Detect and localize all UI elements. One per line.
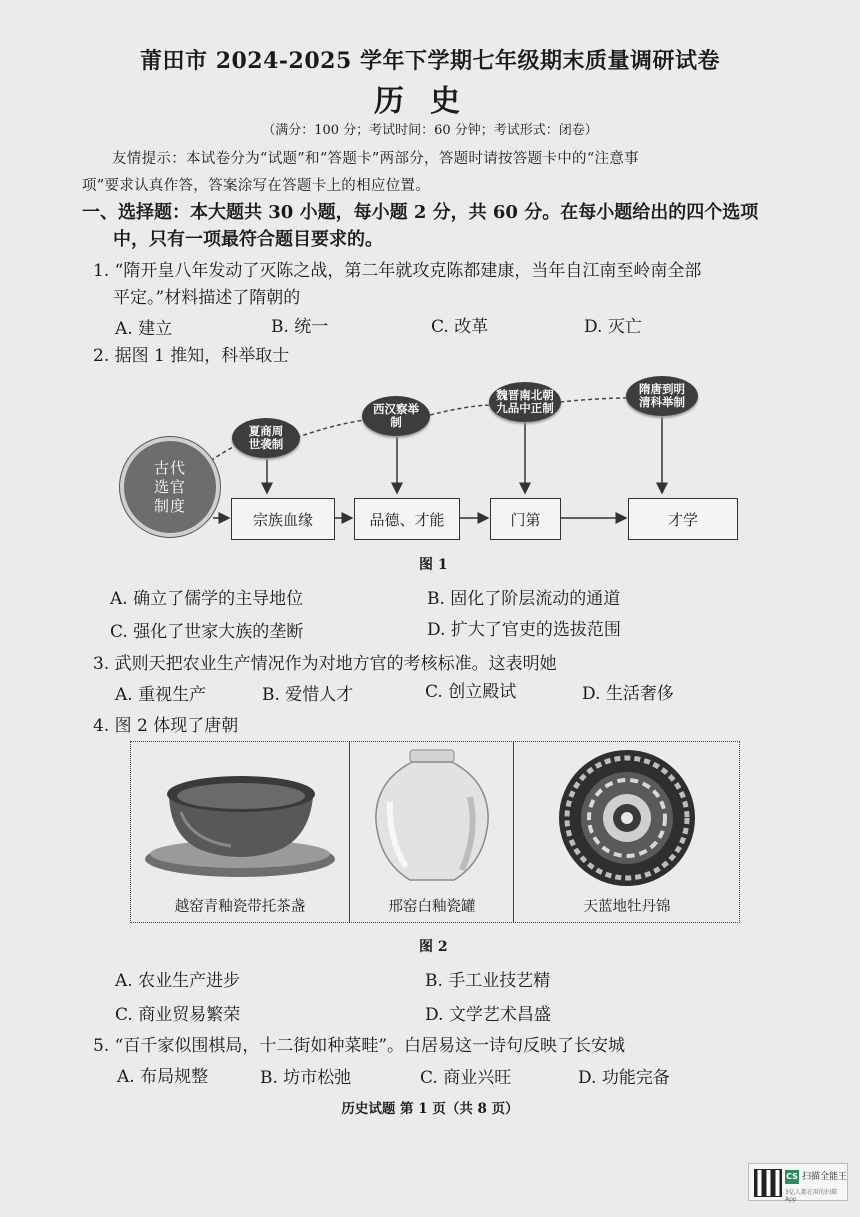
- figure-1-criterion-4: 才学: [628, 498, 738, 540]
- question-2-option-b: B. 固化了阶层流动的通道: [427, 589, 621, 609]
- question-4-option-a: A. 农业生产进步: [115, 971, 241, 991]
- question-1-stem: 1. “隋开皇八年发动了灭陈之战，第二年就攻克陈都建康，当年自江南至岭南全部: [93, 261, 702, 281]
- watermark-brand: 扫描全能王: [802, 1172, 848, 1182]
- tea-bowl-image: [131, 742, 349, 892]
- figure-1-stage-4-label: 隋唐到明清科举制: [639, 382, 685, 409]
- question-4-option-c: C. 商业贸易繁荣: [115, 1005, 241, 1025]
- figure-1-caption: 图 1: [419, 557, 448, 573]
- question-3-option-c: C. 创立殿试: [425, 682, 517, 702]
- question-3-option-a: A. 重视生产: [115, 685, 207, 705]
- scanner-watermark: [748, 1163, 848, 1201]
- question-5-option-d: D. 功能完备: [578, 1068, 670, 1088]
- figure-1-stage-1-label: 夏商周世袭制: [248, 424, 284, 451]
- figure-2-caption-3: 天蓝地牡丹锦: [583, 899, 671, 915]
- question-1-option-d: D. 灭亡: [584, 317, 642, 337]
- question-3-option-b: B. 爱惜人才: [262, 685, 354, 705]
- question-5-option-a: A. 布局规整: [117, 1067, 209, 1087]
- question-1-option-a: A. 建立: [115, 319, 173, 339]
- figure-2-panel-1: [131, 742, 349, 922]
- question-5-option-b: B. 坊市松弛: [260, 1068, 352, 1088]
- tip-line-1: 友情提示：本试卷分为“试题”和“答题卡”两部分，答题时请按答题卡中的“注意事: [112, 151, 639, 167]
- figure-2-caption: 图 2: [419, 939, 448, 955]
- question-5-stem: 5. “百千家似围棋局，十二街如种菜畦”。白居易这一诗句反映了长安城: [93, 1036, 626, 1056]
- exam-meta: （满分：100 分；考试时间：60 分钟；考试形式：闭卷）: [262, 123, 598, 138]
- qr-code-icon: [754, 1169, 782, 1197]
- question-3-option-d: D. 生活奢侈: [582, 684, 674, 704]
- white-jar-image: [350, 742, 514, 892]
- figure-1-criterion-1: 宗族血缘: [231, 498, 335, 540]
- question-2-option-d: D. 扩大了官吏的选拔范围: [427, 620, 621, 640]
- figure-2-panel-2: [349, 742, 514, 922]
- page-footer: 历史试题 第 1 页（共 8 页）: [341, 1101, 519, 1117]
- figure-1-stage-3-label: 魏晋南北朝九品中正制: [496, 388, 554, 415]
- camscanner-logo-icon: CS: [785, 1170, 799, 1184]
- brocade-image: [514, 742, 740, 892]
- dashed-connector: [290, 420, 365, 440]
- figure-1-stage-2-label: 西汉察举制: [373, 402, 419, 429]
- figure-1-stage-3: [489, 382, 561, 422]
- figure-2-caption-1: 越窑青釉瓷带托茶盏: [174, 899, 306, 915]
- figure-2-caption-2: 邢窑白釉瓷罐: [388, 899, 476, 915]
- dashed-connector: [430, 405, 493, 415]
- question-2-stem: 2. 据图 1 推知，科举取士: [93, 346, 290, 366]
- figure-1-center-circle: [120, 437, 220, 537]
- section-heading-2: 中，只有一项最符合题目要求的。: [113, 229, 383, 250]
- question-2-option-c: C. 强化了世家大族的垄断: [110, 622, 304, 642]
- question-1-stem-cont: 平定。”材料描述了隋朝的: [113, 288, 301, 308]
- figure-1-stage-1: [232, 418, 300, 458]
- question-3-stem: 3. 武则天把农业生产情况作为对地方官的考核标准。这表明她: [93, 654, 557, 674]
- question-2-option-a: A. 确立了儒学的主导地位: [110, 589, 304, 609]
- dashed-connector: [560, 398, 628, 402]
- figure-1-center-label: 古代选官制度: [153, 458, 186, 515]
- figure-1-criterion-3: 门第: [490, 498, 561, 540]
- figure-2-panel-3: [513, 742, 740, 922]
- figure-1-stage-4: [626, 376, 698, 416]
- question-5-option-c: C. 商业兴旺: [420, 1068, 512, 1088]
- question-4-option-b: B. 手工业技艺精: [425, 971, 551, 991]
- tip-line-2: 项”要求认真作答，答案涂写在答题卡上的相应位置。: [82, 178, 431, 194]
- exam-title: 莆田市 2024-2025 学年下学期七年级期末质量调研试卷: [140, 48, 720, 74]
- question-4-option-d: D. 文学艺术昌盛: [425, 1005, 551, 1025]
- figure-1-criterion-2: 品德、才能: [354, 498, 460, 540]
- question-1-option-b: B. 统一: [271, 317, 329, 337]
- question-1-option-c: C. 改革: [431, 317, 489, 337]
- figure-2: [130, 741, 740, 923]
- section-heading-1: 一、选择题：本大题共 30 小题，每小题 2 分，共 60 分。在每小题给出的四个选项: [82, 202, 759, 223]
- subject-title: 历史: [374, 84, 486, 119]
- figure-1-stage-2: [362, 396, 430, 436]
- watermark-subtitle: 3亿人都在用的扫描App: [785, 1189, 837, 1203]
- question-4-stem: 4. 图 2 体现了唐朝: [93, 716, 239, 736]
